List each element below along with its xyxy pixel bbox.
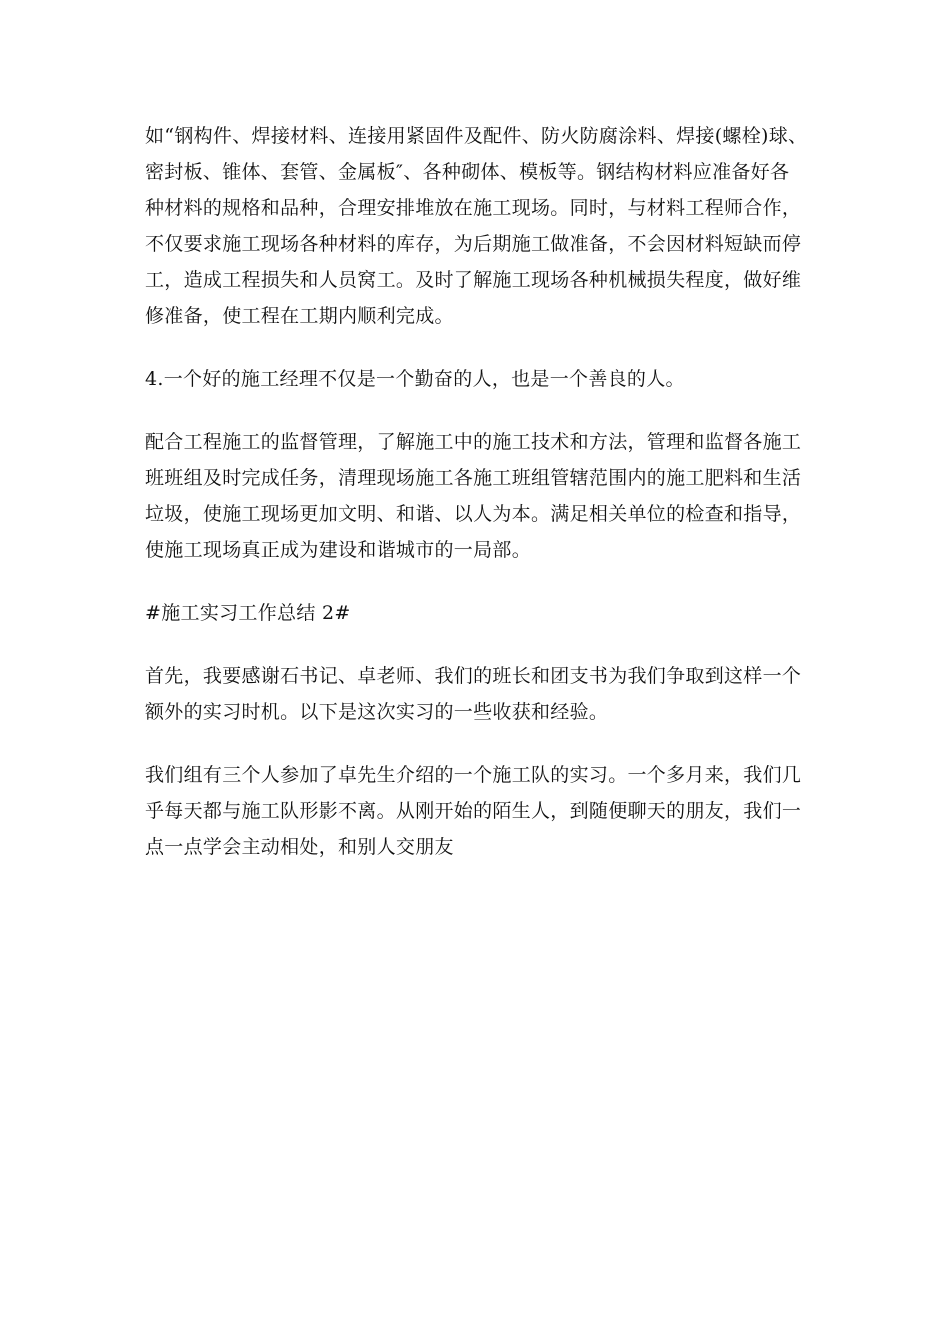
text-line: 配合工程施工的监督管理，了解施工中的施工技术和方法，管理和监督各施工 <box>145 431 802 453</box>
text-line: 不仅要求施工现场各种材料的库存，为后期施工做准备，不会因材料短缺而停 <box>145 233 802 255</box>
text-line: 4.一个好的施工经理不仅是一个勤奋的人，也是一个善良的人。 <box>145 368 685 390</box>
section-title: #施工实习工作总结 2# <box>145 602 351 624</box>
paragraph-materials <box>145 118 815 334</box>
text-line: 点一点学会主动相处，和别人交朋友 <box>145 836 454 858</box>
text-line: 班班组及时完成任务，清理现场施工各施工班组管辖范围内的施工肥料和生活 <box>145 467 802 489</box>
text-line: 我们组有三个人参加了卓先生介绍的一个施工队的实习。一个多月来，我们几 <box>145 764 802 786</box>
paragraph-thanks <box>145 658 815 730</box>
text-line: 密封板、锥体、套管、金属板″、各种砌体、模板等。钢结构材料应准备好各 <box>145 161 790 183</box>
text-line: 额外的实习时机。以下是这次实习的一些收获和经验。 <box>145 701 609 723</box>
text-line: 使施工现场真正成为建设和谐城市的一局部。 <box>145 539 532 561</box>
paragraph-team <box>145 757 815 865</box>
paragraph-point-4 <box>145 361 815 397</box>
text-line: 修准备，使工程在工期内顺利完成。 <box>145 305 454 327</box>
text-line: 如“钢构件、焊接材料、连接用紧固件及配件、防火防腐涂料、焊接(螺栓)球、 <box>145 125 808 147</box>
section-heading <box>145 595 815 631</box>
text-line: 首先，我要感谢石书记、卓老师、我们的班长和团支书为我们争取到这样一个 <box>145 665 802 687</box>
document-body <box>145 118 815 892</box>
text-line: 乎每天都与施工队形影不离。从刚开始的陌生人，到随便聊天的朋友，我们一 <box>145 800 802 822</box>
text-line: 种材料的规格和品种，合理安排堆放在施工现场。同时，与材料工程师合作， <box>145 197 802 219</box>
text-line: 工，造成工程损失和人员窝工。及时了解施工现场各种机械损失程度，做好维 <box>145 269 802 291</box>
text-line: 垃圾，使施工现场更加文明、和谐、以人为本。满足相关单位的检查和指导， <box>145 503 802 525</box>
paragraph-supervision <box>145 424 815 568</box>
